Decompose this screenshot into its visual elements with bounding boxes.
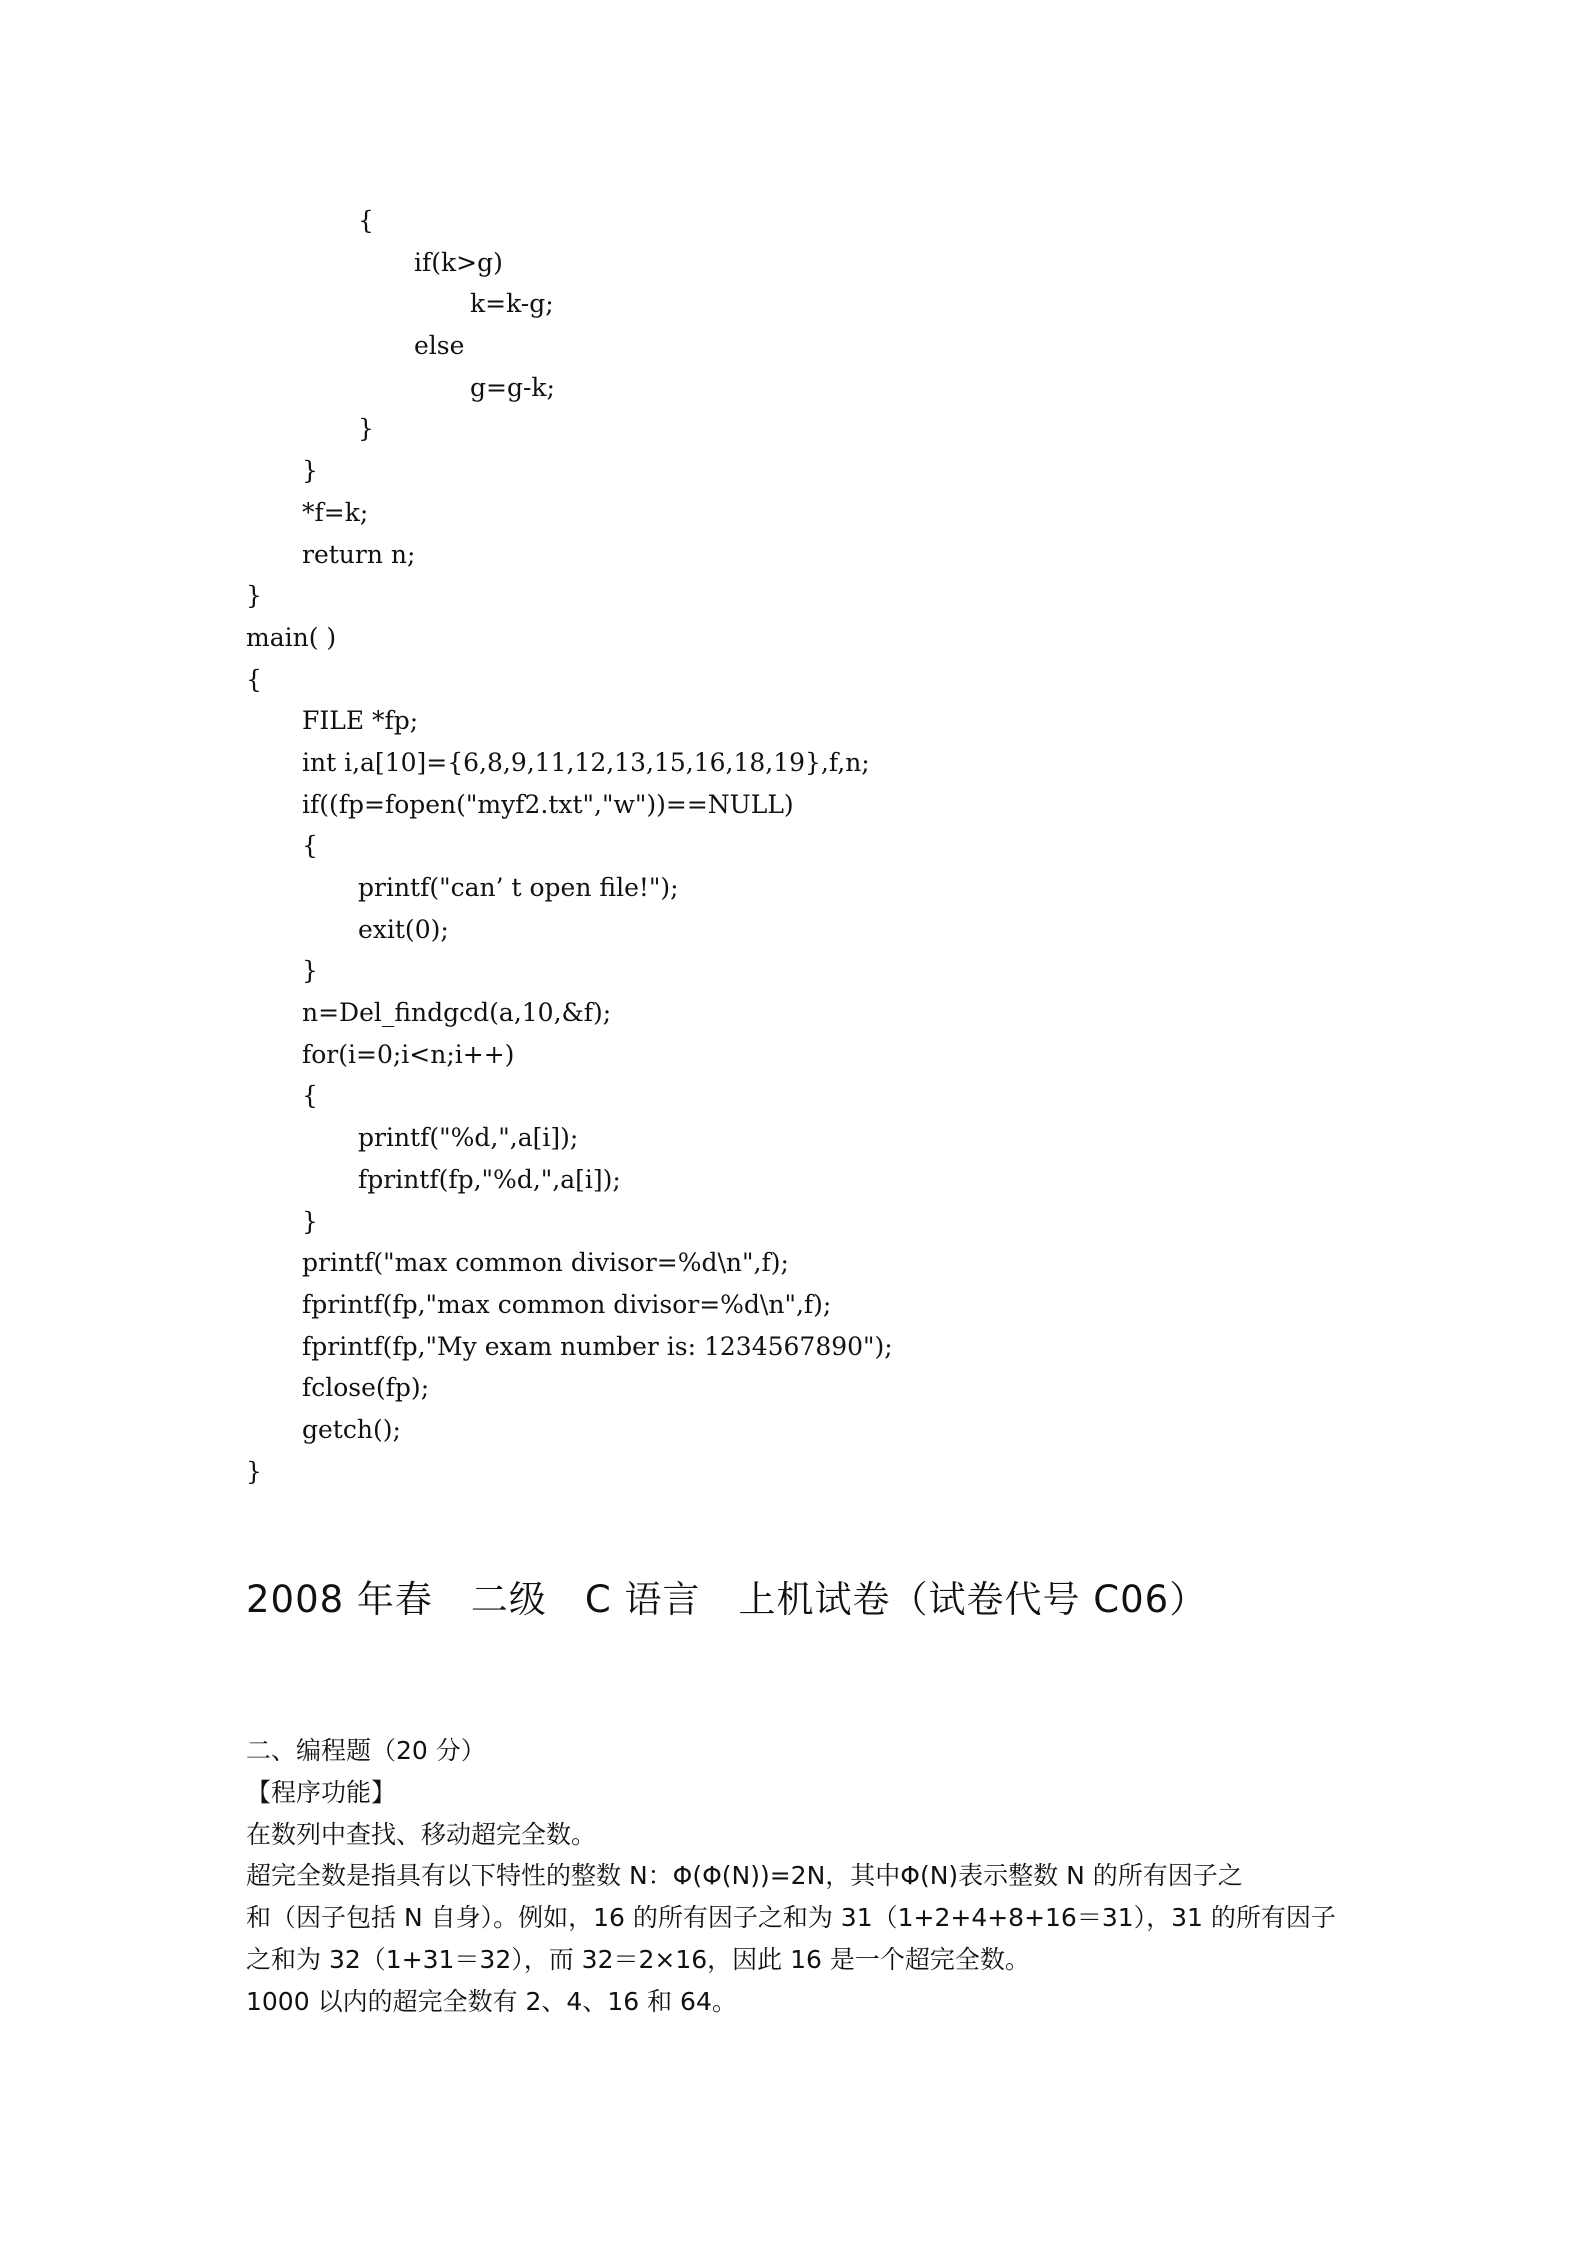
code-line: { bbox=[302, 1081, 318, 1111]
code-listing bbox=[246, 200, 893, 1492]
code-line: } bbox=[246, 581, 262, 611]
code-line: *f=k; bbox=[302, 497, 369, 527]
code-line: else bbox=[414, 331, 465, 361]
problem-text-line: 在数列中查找、移动超完全数。 bbox=[246, 1819, 597, 1849]
problem-heading: 二、编程题（20 分） bbox=[246, 1736, 486, 1765]
code-line: printf("can’ t open file!"); bbox=[358, 873, 679, 902]
code-line: main( ) bbox=[246, 622, 337, 652]
code-line: fprintf(fp,"max common divisor=%d\n",f); bbox=[302, 1289, 832, 1319]
code-line: g=g-k; bbox=[470, 372, 555, 402]
code-line: if((fp=fopen("myf2.txt","w"))==NULL) bbox=[302, 789, 794, 819]
code-line: return n; bbox=[302, 539, 416, 569]
code-line: } bbox=[246, 1456, 262, 1486]
code-line: } bbox=[358, 414, 374, 444]
code-line: { bbox=[358, 206, 374, 235]
code-line: fprintf(fp,"%d,",a[i]); bbox=[358, 1164, 621, 1194]
exam-title: 2008 年春 二级 C 语言 上机试卷（试卷代号 C06） bbox=[246, 1578, 1208, 1621]
code-line: fprintf(fp,"My exam number is: 1234567890"); bbox=[302, 1331, 893, 1361]
code-line: printf("%d,",a[i]); bbox=[358, 1123, 579, 1153]
code-line: if(k>g) bbox=[414, 247, 503, 277]
code-line: k=k-g; bbox=[470, 289, 554, 319]
code-line: } bbox=[302, 1206, 318, 1236]
code-line: { bbox=[302, 831, 318, 861]
code-line: FILE *fp; bbox=[302, 706, 419, 736]
problem-text-line: 1000 以内的超完全数有 2、4、16 和 64。 bbox=[246, 1986, 737, 2016]
problem-text-line: 超完全数是指具有以下特性的整数 N：Φ(Φ(N))=2N，其中Φ(N)表示整数 N 的所有因子之 bbox=[246, 1861, 1243, 1891]
code-line: { bbox=[246, 664, 262, 694]
code-line: n=Del_findgcd(a,10,&f); bbox=[302, 998, 612, 1028]
problem-text-line: 和（因子包括 N 自身）。例如，16 的所有因子之和为 31（1+2+4+8+16＝31），31 的所有因子 bbox=[246, 1903, 1336, 1933]
code-line: printf("max common divisor=%d\n",f); bbox=[302, 1248, 789, 1278]
section-label: 【程序功能】 bbox=[246, 1777, 397, 1807]
code-line: } bbox=[302, 456, 318, 486]
code-line: getch(); bbox=[302, 1414, 401, 1444]
code-line: for(i=0;i<n;i++) bbox=[302, 1039, 515, 1069]
code-line: int i,a[10]={6,8,9,11,12,13,15,16,18,19},f,n; bbox=[302, 747, 870, 777]
problem-section bbox=[246, 1730, 1366, 2023]
code-line: exit(0); bbox=[358, 914, 449, 944]
problem-text-line: 之和为 32（1+31＝32），而 32＝2×16，因此 16 是一个超完全数。 bbox=[246, 1944, 1030, 1974]
code-line: fclose(fp); bbox=[302, 1373, 430, 1403]
code-line: } bbox=[302, 956, 318, 986]
